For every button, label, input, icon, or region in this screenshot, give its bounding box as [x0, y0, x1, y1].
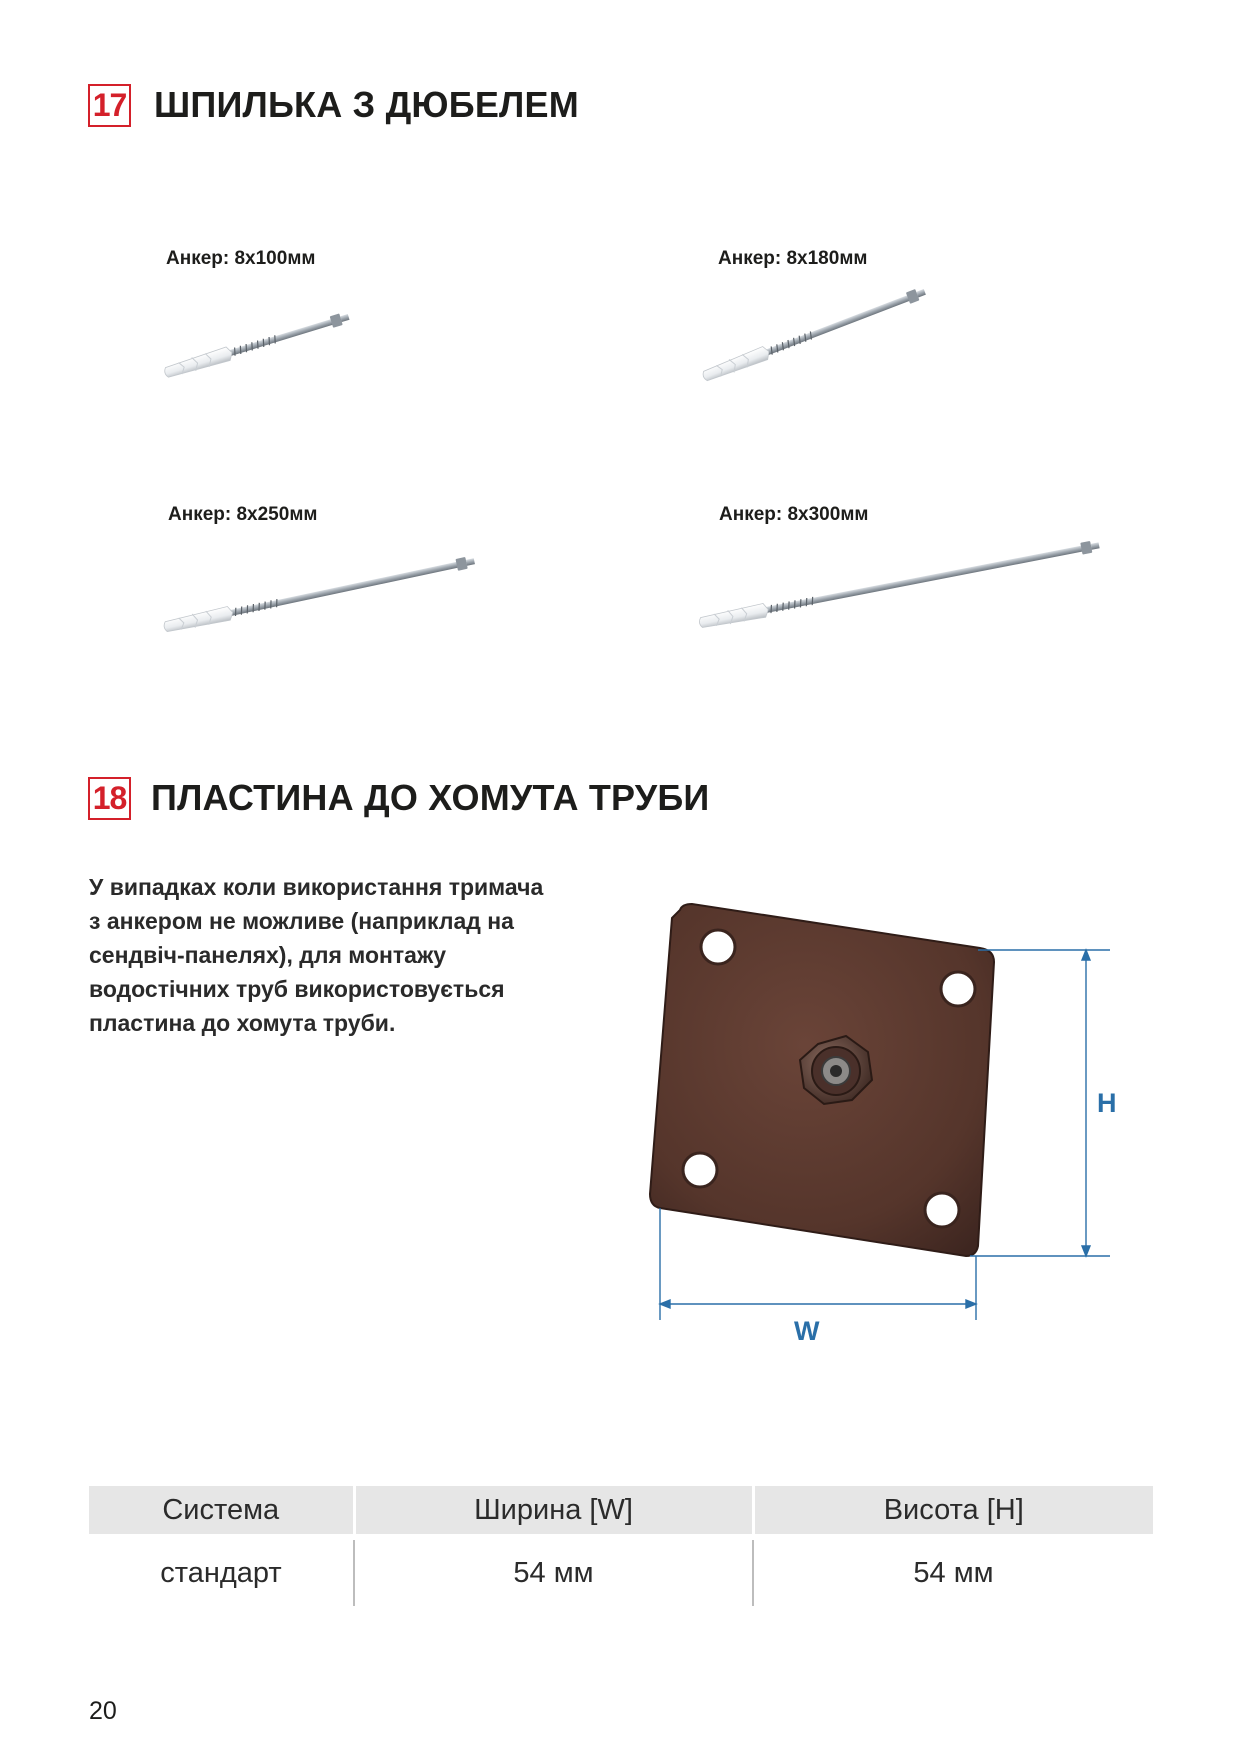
page-number: 20	[89, 1697, 117, 1725]
section-title: ПЛАСТИНА ДО ХОМУТА ТРУБИ	[151, 777, 710, 818]
anchor-bolt-image	[690, 280, 940, 390]
description-line: пластина до хомута труби.	[89, 1010, 396, 1036]
anchor-label: Анкер: 8x180мм	[718, 248, 868, 269]
anchor-label: Анкер: 8x300мм	[719, 504, 869, 525]
section-title: ШПИЛЬКА З ДЮБЕЛЕМ	[154, 84, 579, 125]
description-line: водостічних труб використовується	[89, 976, 505, 1002]
anchor-bolt-image	[155, 545, 485, 645]
width-dimension-label: W	[794, 1316, 820, 1346]
description-line: У випадках коли використання тримача	[89, 874, 544, 900]
section-number-badge: 17	[88, 84, 131, 127]
anchor-bolt-image	[155, 310, 365, 380]
section-number-badge: 18	[88, 777, 131, 820]
column-header: Система	[89, 1486, 354, 1534]
description-line: з анкером не можливе (наприклад на	[89, 908, 514, 934]
table-cell: 54 мм	[354, 1540, 753, 1606]
column-header: Ширина [W]	[354, 1486, 753, 1534]
table-row	[89, 1540, 1153, 1606]
height-dimension-label: H	[1097, 1088, 1117, 1118]
anchor-label: Анкер: 8x100мм	[166, 248, 316, 269]
pipe-clamp-plate-image	[640, 890, 1120, 1350]
table-cell: 54 мм	[753, 1540, 1153, 1606]
description-line: сендвіч-панелях), для монтажу	[89, 942, 447, 968]
anchor-label: Анкер: 8x250мм	[168, 504, 318, 525]
table-cell: стандарт	[160, 1556, 282, 1589]
column-header: Висота [H]	[753, 1486, 1153, 1534]
description-text	[89, 870, 609, 1040]
table-header-row	[89, 1486, 1153, 1534]
anchor-bolt-image	[690, 525, 1110, 645]
spec-table	[89, 1486, 1153, 1606]
